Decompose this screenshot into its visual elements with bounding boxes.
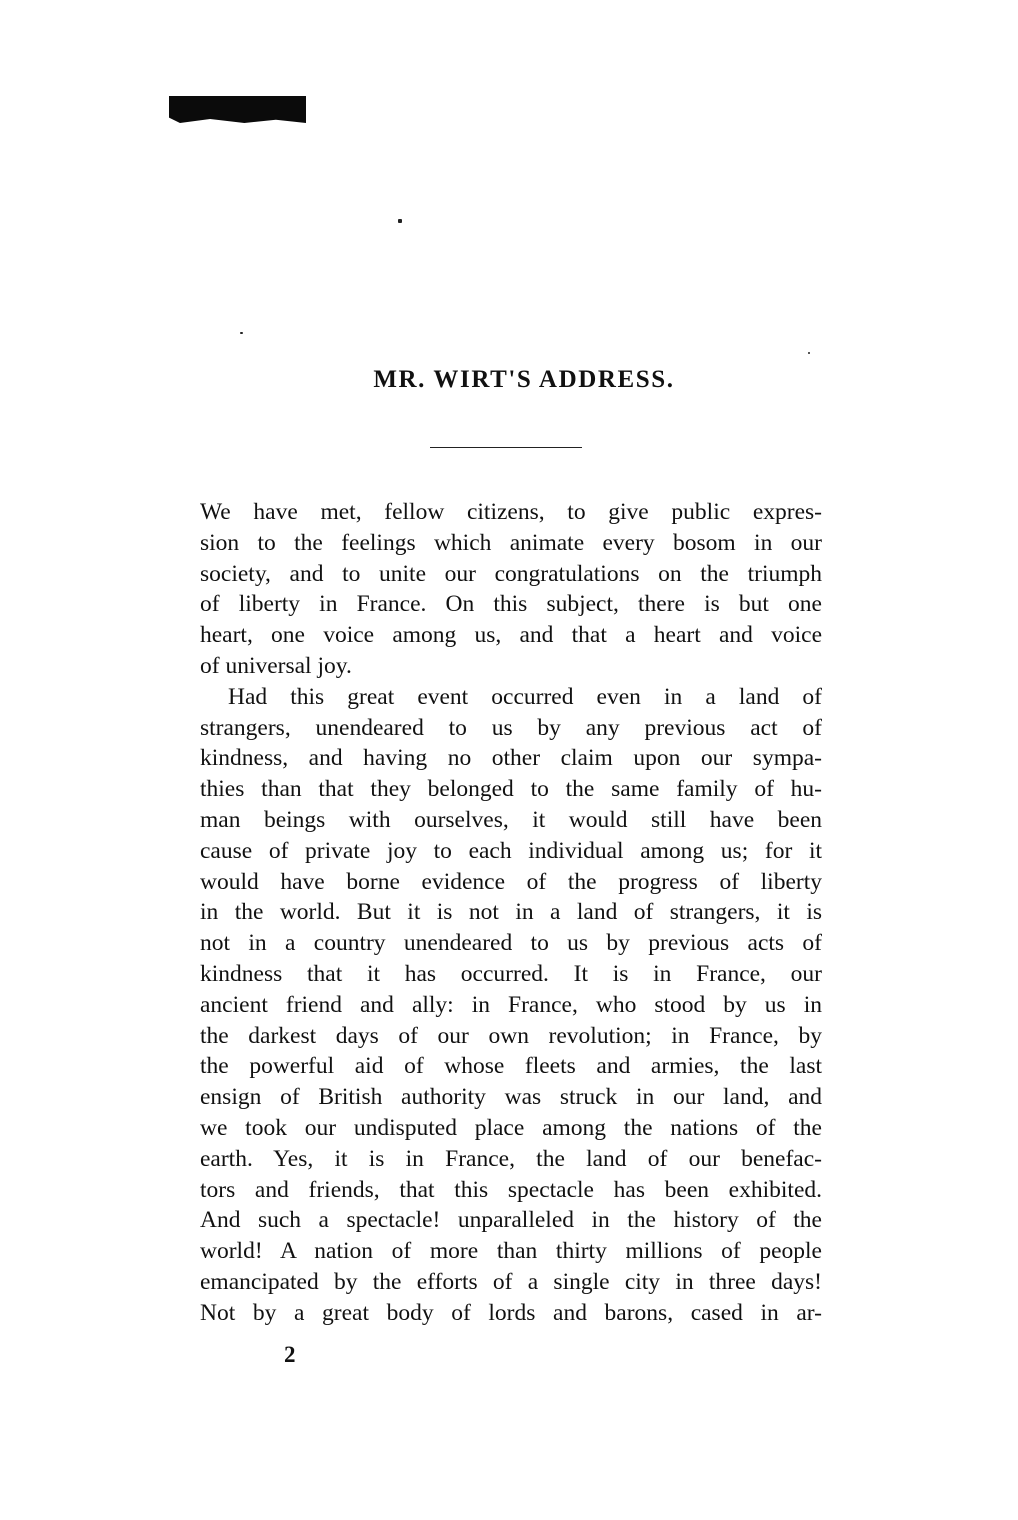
text-line: world! A nation of more than thirty millions of people — [200, 1238, 822, 1265]
text-line: we took our undisputed place among the nations of the — [200, 1114, 822, 1141]
text-line: heart, one voice among us, and that a heart and voice — [200, 622, 822, 649]
text-line: the powerful aid of whose fleets and armies, the last — [200, 1053, 822, 1080]
body-text — [200, 497, 822, 1329]
text-line: of liberty in France. On this subject, there is but one — [200, 591, 822, 618]
text-line: Had this great event occurred even in a land of — [228, 683, 822, 710]
page-title: MR. WIRT'S ADDRESS. — [373, 366, 675, 393]
text-line: of universal joy. — [200, 652, 352, 679]
text-line: kindness that it has occurred. It is in France, our — [200, 960, 822, 987]
text-line: the darkest days of our own revolution; in France, by — [200, 1022, 822, 1049]
ink-blot-mark — [169, 96, 306, 123]
text-line: not in a country unendeared to us by previous acts of — [200, 930, 822, 957]
speck-mark — [808, 352, 810, 354]
text-line: sion to the feelings which animate every bosom in our — [200, 529, 822, 556]
text-line: emancipated by the efforts of a single city in three days! — [200, 1268, 822, 1295]
text-line: cause of private joy to each individual among us; for it — [200, 837, 822, 864]
text-line: ensign of British authority was struck in our land, and — [200, 1084, 822, 1111]
text-line: earth. Yes, it is in France, the land of our benefac- — [200, 1145, 822, 1172]
paragraph — [200, 497, 822, 682]
text-line: in the world. But it is not in a land of strangers, it is — [200, 899, 822, 926]
text-line: would have borne evidence of the progress of liberty — [200, 868, 822, 895]
text-line: Not by a great body of lords and barons, cased in ar- — [200, 1299, 822, 1326]
text-line: ancient friend and ally: in France, who stood by us in — [200, 991, 822, 1018]
text-line: We have met, fellow citizens, to give public expres- — [200, 499, 822, 525]
text-line: thies than that they belonged to the same family of hu- — [200, 776, 822, 803]
text-line: society, and to unite our congratulations on the triumph — [200, 560, 822, 587]
speck-mark — [398, 219, 402, 223]
speck-mark — [240, 332, 243, 334]
page-number: 2 — [284, 1342, 296, 1367]
title-divider — [430, 447, 582, 448]
paragraph — [200, 682, 822, 1329]
text-line: tors and friends, that this spectacle has been exhibited. — [200, 1176, 822, 1203]
text-line: man beings with ourselves, it would still have been — [200, 806, 822, 833]
text-line: kindness, and having no other claim upon our sympa- — [200, 745, 822, 772]
text-line: strangers, unendeared to us by any previous act of — [200, 714, 822, 741]
text-line: And such a spectacle! unparalleled in the history of the — [200, 1207, 822, 1234]
